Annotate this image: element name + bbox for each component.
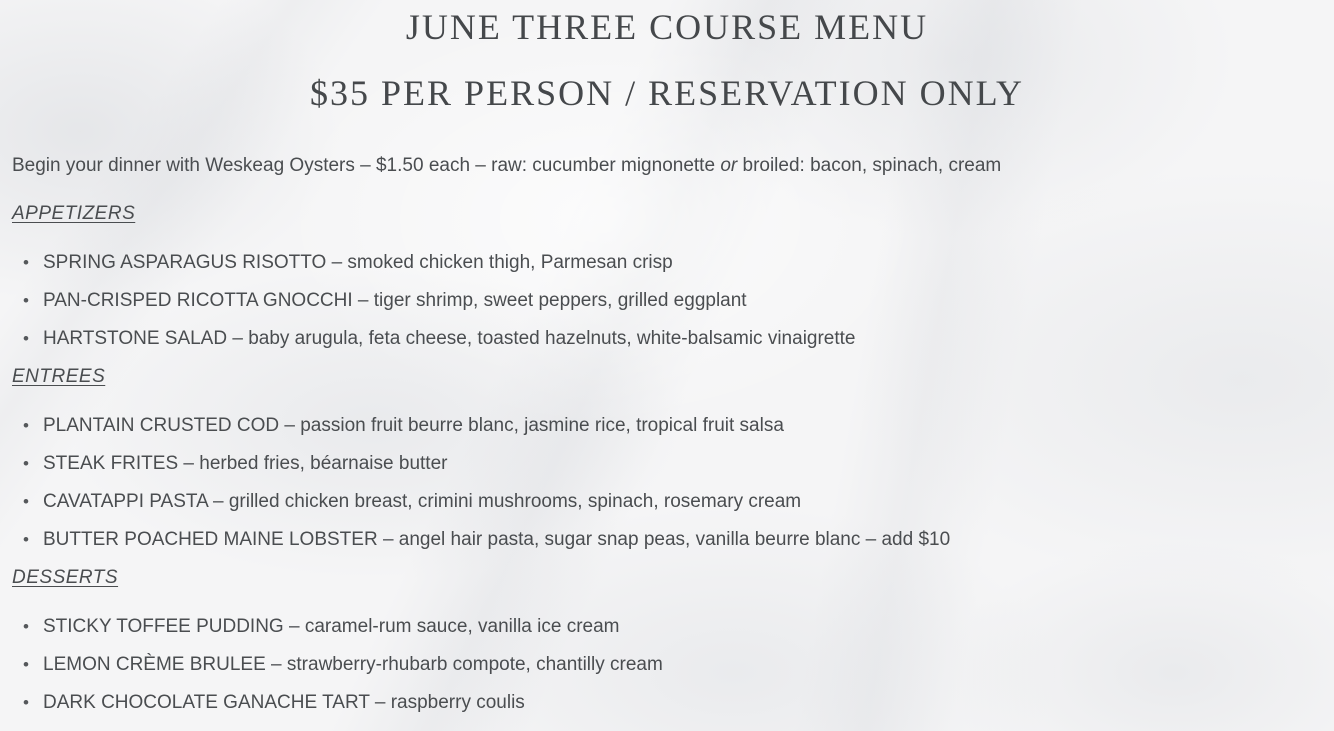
menu-list-entrees [12,414,1322,552]
bullet-icon: • [23,655,29,674]
menu-item-text: STICKY TOFFEE PUDDING – caramel-rum sauce, vanilla ice cream [43,616,620,637]
menu-subtitle: $35 PER PERSON / RESERVATION ONLY [310,73,1024,113]
intro-part1: Begin your dinner with Weskeag Oysters – $1.50 each – raw: cucumber mignonette [12,155,716,176]
menu-item-text: PAN-CRISPED RICOTTA GNOCCHI – tiger shrimp, sweet peppers, grilled eggplant [43,290,747,311]
menu-item-text: PLANTAIN CRUSTED COD – passion fruit beurre blanc, jasmine rice, tropical fruit salsa [43,415,784,436]
menu-list-appetizers [12,251,1322,351]
menu-sections [12,202,1322,715]
menu-item-text: DARK CHOCOLATE GANACHE TART – raspberry coulis [43,692,525,713]
menu-item [15,251,1322,275]
menu-title: JUNE THREE COURSE MENU [405,7,929,47]
bullet-icon: • [23,454,29,473]
bullet-icon: • [23,492,29,511]
section-heading-appetizers: APPETIZERS [12,203,136,224]
intro-part2: broiled: bacon, spinach, cream [742,155,1002,176]
menu-item-text: BUTTER POACHED MAINE LOBSTER – angel hair pasta, sugar snap peas, vanilla beurre blanc – add $10 [43,529,951,550]
menu-item [15,528,1322,552]
intro-or: or [720,155,738,176]
intro-line [12,154,1322,178]
menu-item [15,490,1322,514]
section-heading-desserts: DESSERTS [12,567,119,588]
menu-item-text: HARTSTONE SALAD – baby arugula, feta cheese, toasted hazelnuts, white-balsamic vinaigrette [43,328,856,349]
menu-item-text: LEMON CRÈME BRULEE – strawberry-rhubarb compote, chantilly cream [43,654,663,675]
menu-item [15,289,1322,313]
menu-item [15,691,1322,715]
menu-item [15,653,1322,677]
bullet-icon: • [23,416,29,435]
menu-item [15,452,1322,476]
menu-item [15,615,1322,639]
bullet-icon: • [23,617,29,636]
section-heading-entrees: ENTREES [12,366,106,387]
bullet-icon: • [23,530,29,549]
bullet-icon: • [23,693,29,712]
menu-item-text: CAVATAPPI PASTA – grilled chicken breast, crimini mushrooms, spinach, rosemary cream [43,491,802,512]
menu-item-text: STEAK FRITES – herbed fries, béarnaise butter [43,453,448,474]
menu-item [15,327,1322,351]
menu-item-text: SPRING ASPARAGUS RISOTTO – smoked chicken thigh, Parmesan crisp [43,252,673,273]
bullet-icon: • [23,253,29,272]
menu-item [15,414,1322,438]
bullet-icon: • [23,291,29,310]
bullet-icon: • [23,329,29,348]
menu-list-desserts [12,615,1322,715]
